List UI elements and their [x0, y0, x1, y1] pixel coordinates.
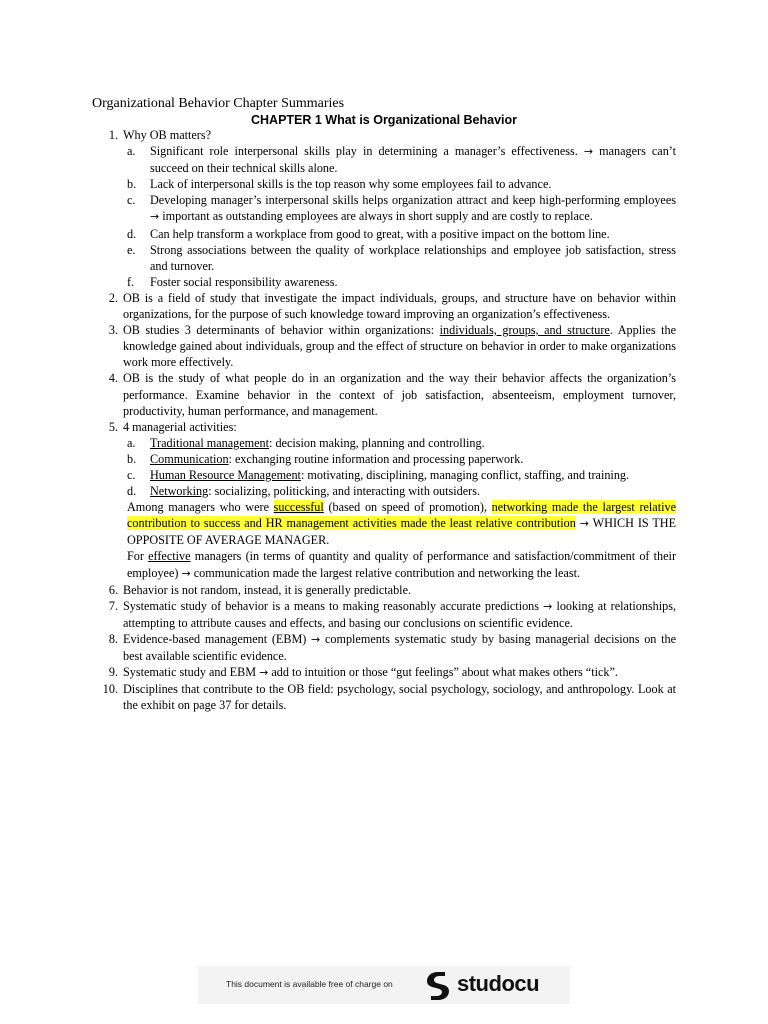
underlined-term: effective [148, 549, 191, 564]
item-text: Evidence-based management (EBM) [123, 631, 307, 646]
arrow-icon: → [259, 666, 269, 680]
item-number: 2. [108, 290, 118, 305]
underlined-term: Human Resource Management [150, 467, 301, 482]
list-item-7 [0, 598, 768, 631]
item-text: Behavior is not random, instead, it is generally predictable. [123, 582, 412, 597]
studocu-footer-banner[interactable] [198, 966, 570, 1004]
sub-item-5d [0, 483, 768, 499]
sub-item-letter: a. [127, 435, 136, 450]
list-item-4 [0, 370, 768, 418]
sub-item-text: Developing manager’s interpersonal skills helps organization attract and keep high-performing employees [150, 193, 676, 208]
item-text: Disciplines that contribute to the OB field: psychology, social psychology, sociology, and anthropology. Look at the exhibit on page 37 for details. [123, 682, 676, 713]
item-text: . Applies the knowledge gained about individuals, group and the effect of structure on behavior in order to make organizations work more effectively. [123, 323, 677, 370]
studocu-logo-icon [422, 969, 454, 1001]
item-number: 6. [108, 582, 118, 597]
sub-item-text: Can help transform a workplace from good to great, with a positive impact on the bottom line. [150, 226, 610, 241]
item-text: looking at relationships, attempting to attribute causes and effects, and basing our conclusions on scientific evidence. [123, 598, 677, 630]
item-number: 9. [108, 665, 118, 680]
item-text: 4 managerial activities: [123, 419, 237, 434]
list-item-1 [0, 127, 768, 143]
sub-item-1f [0, 274, 768, 290]
item-number: 4. [108, 371, 118, 386]
paragraph-text: communication made the largest relative contribution and networking the least. [193, 565, 581, 580]
sub-item-1a [0, 143, 768, 176]
item-text: Systematic study and EBM [123, 665, 257, 680]
sub-item-text: Strong associations between the quality of workplace relationships and employee job satisfaction, stress and turnover. [150, 242, 676, 273]
item-number: 1. [108, 128, 118, 142]
sub-item-text: managers can’t succeed on their technical skills alone. [150, 144, 677, 176]
item-number: 5. [108, 419, 118, 434]
item-text: Why OB matters? [123, 128, 211, 142]
availability-notice: This document is available free of charge on [226, 979, 393, 989]
sub-item-letter: a. [127, 144, 136, 159]
list-item-5 [0, 419, 768, 435]
chapter-heading: CHAPTER 1 What is Organizational Behavior [250, 113, 517, 127]
studocu-brand-name: studocu [457, 971, 540, 996]
item-text: OB is a field of study that investigate the impact individuals, groups, and structure have on behavior within organizations, for the purpose of such knowledge toward improving an organization’s effectiveness. [123, 290, 676, 322]
underlined-term: individuals, groups, and structure [439, 323, 610, 338]
sub-item-5b [0, 451, 768, 467]
sub-item-text: Significant role interpersonal skills play in determining a manager’s effectiveness. [150, 144, 578, 159]
document-body [0, 127, 768, 713]
list-item-2 [0, 290, 768, 322]
sub-item-text: important as outstanding employees are always in short supply and are costly to replace. [162, 209, 593, 224]
arrow-icon: → [543, 599, 553, 613]
sub-item-letter: c. [127, 193, 136, 208]
sub-item-text: Lack of interpersonal skills is the top reason why some employees fail to advance. [150, 177, 552, 192]
sub-item-text: : socializing, politicking, and interacting with outsiders. [208, 484, 481, 499]
effective-managers-paragraph [0, 548, 768, 581]
sub-item-1b [0, 176, 768, 192]
sub-item-text: : motivating, disciplining, managing conflict, staffing, and training. [300, 467, 630, 482]
sub-item-text: Foster social responsibility awareness. [150, 274, 338, 289]
item-text: OB studies 3 determinants of behavior within organizations: [123, 323, 435, 338]
arrow-icon: → [583, 145, 594, 159]
list-item-3 [0, 322, 768, 370]
arrow-icon: → [150, 210, 160, 224]
list-item-9 [0, 664, 768, 681]
sub-item-letter: b. [127, 451, 137, 466]
underlined-term: Communication [150, 451, 229, 466]
arrow-icon: → [181, 566, 191, 580]
item-text: complements systematic study by basing managerial decisions on the best available scientific evidence. [123, 631, 676, 663]
list-item-10 [0, 681, 768, 713]
sub-item-letter: f. [127, 274, 135, 289]
item-number: 3. [108, 323, 118, 338]
item-text: Systematic study of behavior is a means to making reasonably accurate predictions [123, 598, 540, 613]
paragraph-text: WHICH IS THE OPPOSITE OF AVERAGE MANAGER. [127, 516, 677, 548]
sub-item-letter: e. [127, 242, 136, 257]
paragraph-text: (based on speed of promotion), [328, 500, 487, 515]
sub-item-letter: d. [127, 226, 137, 241]
paragraph-text: For [127, 549, 144, 564]
paragraph-text: managers (in terms of quantity and quality of performance and satisfaction/commitment of their employee) [127, 549, 677, 580]
sub-item-letter: b. [127, 177, 137, 192]
item-number: 8. [108, 631, 118, 646]
sub-item-5c [0, 467, 768, 483]
arrow-icon: → [579, 517, 589, 531]
list-item-8 [0, 631, 768, 664]
sub-item-1d [0, 226, 768, 242]
sub-item-letter: d. [127, 484, 137, 499]
highlighted-word: successful [273, 500, 324, 515]
underlined-term: Networking [150, 484, 209, 499]
highlighted-phrase: networking made the largest relative contribution to success and HR management activities made the least relative contribution [127, 500, 676, 531]
paragraph-text: Among managers who were [127, 500, 269, 515]
arrow-icon: → [311, 632, 321, 646]
item-number: 10. [102, 682, 118, 697]
sub-item-1c [0, 192, 768, 225]
sub-item-5a [0, 435, 768, 451]
sub-item-text: : exchanging routine information and processing paperwork. [228, 451, 524, 466]
item-number: 7. [108, 598, 118, 613]
document-title: Organizational Behavior Chapter Summaries [92, 96, 345, 111]
successful-managers-paragraph [0, 499, 768, 548]
item-text: add to intuition or those “gut feelings” about what makes others “tick”. [271, 665, 618, 680]
underlined-term: Traditional management [150, 435, 270, 450]
list-item-6 [0, 582, 768, 598]
sub-item-letter: c. [127, 467, 136, 482]
item-text: OB is the study of what people do in an organization and the way their behavior affects the organization’s performance. Examine behavior in the context of job satisfaction, absenteeism, employment turnover, productivity, human performance, and management. [123, 371, 676, 418]
sub-item-1e [0, 242, 768, 274]
sub-item-text: : decision making, planning and controlling. [269, 435, 485, 450]
